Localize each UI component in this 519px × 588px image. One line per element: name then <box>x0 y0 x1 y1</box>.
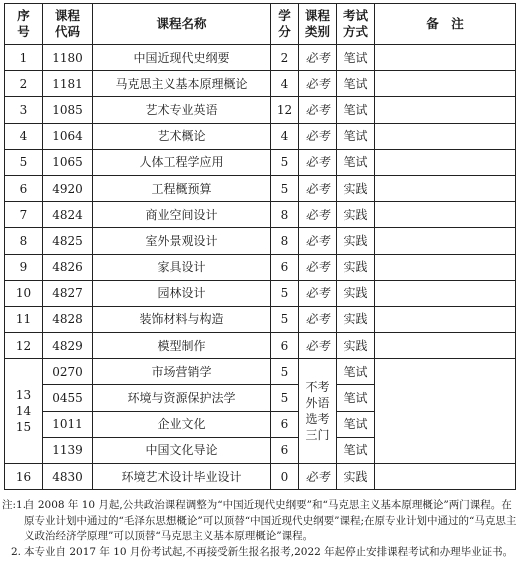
table-row <box>5 97 516 123</box>
cell-credit: 5 <box>271 359 299 385</box>
cell-remark <box>375 175 516 201</box>
cell-code: 1065 <box>43 149 93 175</box>
cell-credit: 2 <box>271 45 299 71</box>
cell-name: 环境与资源保护法学 <box>93 385 271 411</box>
table-row <box>5 175 516 201</box>
cell-type: 必考 <box>299 123 337 149</box>
table-row <box>5 306 516 332</box>
cell-code: 4920 <box>43 175 93 201</box>
cell-no: 16 <box>5 464 43 490</box>
cell-name: 艺术概论 <box>93 123 271 149</box>
cell-name: 室外景观设计 <box>93 228 271 254</box>
header-name: 课程名称 <box>93 4 271 45</box>
footnote-1-text: 自 2008 年 10 月起,公共政治课程调整为“中国近现代史纲要”和“马克思主义基本原理概论”两门课程。在原专业计划中通过的“毛泽东思想概论”可以顶替“中国近现代史纲要”课程;在原专业计划中通过的“马克思主义政治经济学原理”可以顶替“马克思主义基本原理概论”课程。 <box>24 499 517 542</box>
cell-exam: 实践 <box>337 464 375 490</box>
cell-no: 8 <box>5 228 43 254</box>
cell-code: 4830 <box>43 464 93 490</box>
cell-name: 艺术专业英语 <box>93 97 271 123</box>
table-row <box>5 333 516 359</box>
table-row <box>5 228 516 254</box>
cell-type: 必考 <box>299 306 337 332</box>
cell-exam: 笔试 <box>337 437 375 463</box>
cell-credit: 12 <box>271 97 299 123</box>
cell-exam: 实践 <box>337 254 375 280</box>
cell-exam: 实践 <box>337 280 375 306</box>
table-row <box>5 254 516 280</box>
cell-exam: 实践 <box>337 202 375 228</box>
cell-exam: 笔试 <box>337 359 375 385</box>
cell-code: 1064 <box>43 123 93 149</box>
cell-code: 4829 <box>43 333 93 359</box>
cell-no-merged: 13 14 15 <box>5 359 43 464</box>
cell-code: 1011 <box>43 411 93 437</box>
course-table <box>4 3 516 490</box>
cell-name: 装饰材料与构造 <box>93 306 271 332</box>
footnote-1 <box>2 498 517 545</box>
footnote-2-label: 2. <box>11 545 22 558</box>
cell-exam: 实践 <box>337 333 375 359</box>
cell-type: 必考 <box>299 45 337 71</box>
cell-type: 必考 <box>299 333 337 359</box>
cell-credit: 5 <box>271 175 299 201</box>
cell-remark <box>375 202 516 228</box>
cell-credit: 5 <box>271 149 299 175</box>
cell-name: 中国近现代史纲要 <box>93 45 271 71</box>
cell-credit: 6 <box>271 411 299 437</box>
cell-type: 必考 <box>299 97 337 123</box>
cell-type: 必考 <box>299 202 337 228</box>
cell-name: 园林设计 <box>93 280 271 306</box>
cell-remark <box>375 45 516 71</box>
cell-name: 商业空间设计 <box>93 202 271 228</box>
cell-no: 7 <box>5 202 43 228</box>
cell-no: 3 <box>5 97 43 123</box>
cell-remark <box>375 333 516 359</box>
cell-code: 4828 <box>43 306 93 332</box>
cell-no: 6 <box>5 175 43 201</box>
table-row-elective <box>5 359 516 385</box>
cell-name: 人体工程学应用 <box>93 149 271 175</box>
cell-remark <box>375 149 516 175</box>
footnote-2-text: 本专业自 2017 年 10 月份考试起,不再接受新生报名报考,2022 年起停止安排课程考试和办理毕业证书。 <box>24 545 514 558</box>
cell-exam: 实践 <box>337 306 375 332</box>
cell-code: 1180 <box>43 45 93 71</box>
cell-name: 模型制作 <box>93 333 271 359</box>
header-exam: 考试 方式 <box>337 4 375 45</box>
cell-remark <box>375 123 516 149</box>
cell-credit: 6 <box>271 437 299 463</box>
cell-exam: 笔试 <box>337 71 375 97</box>
cell-remark <box>375 228 516 254</box>
cell-credit: 5 <box>271 280 299 306</box>
cell-name: 环境艺术设计毕业设计 <box>93 464 271 490</box>
header-type: 课程 类别 <box>299 4 337 45</box>
cell-code: 0270 <box>43 359 93 385</box>
cell-exam: 实践 <box>337 175 375 201</box>
cell-type: 必考 <box>299 254 337 280</box>
cell-exam: 笔试 <box>337 123 375 149</box>
cell-code: 1085 <box>43 97 93 123</box>
cell-remark <box>375 464 516 490</box>
table-row <box>5 202 516 228</box>
cell-type: 必考 <box>299 464 337 490</box>
cell-name: 马克思主义基本原理概论 <box>93 71 271 97</box>
cell-name: 企业文化 <box>93 411 271 437</box>
cell-remark <box>375 280 516 306</box>
cell-credit: 5 <box>271 385 299 411</box>
cell-credit: 8 <box>271 228 299 254</box>
table-row <box>5 71 516 97</box>
course-table-wrapper <box>4 3 515 490</box>
cell-no: 2 <box>5 71 43 97</box>
table-row <box>5 45 516 71</box>
header-remark: 备 注 <box>375 4 516 45</box>
cell-remark <box>375 306 516 332</box>
cell-no: 4 <box>5 123 43 149</box>
cell-type: 必考 <box>299 280 337 306</box>
cell-type-merged: 不考 外语 选考 三门 <box>299 359 337 464</box>
cell-no: 11 <box>5 306 43 332</box>
cell-type: 必考 <box>299 149 337 175</box>
cell-remark <box>375 97 516 123</box>
cell-code: 4826 <box>43 254 93 280</box>
cell-name: 家具设计 <box>93 254 271 280</box>
cell-no: 1 <box>5 45 43 71</box>
cell-code: 4827 <box>43 280 93 306</box>
header-credit: 学 分 <box>271 4 299 45</box>
cell-type: 必考 <box>299 71 337 97</box>
cell-remark <box>375 71 516 97</box>
cell-credit: 6 <box>271 254 299 280</box>
cell-code: 4824 <box>43 202 93 228</box>
cell-remark <box>375 254 516 280</box>
cell-code: 1139 <box>43 437 93 463</box>
cell-exam: 笔试 <box>337 385 375 411</box>
cell-exam: 实践 <box>337 228 375 254</box>
cell-credit: 5 <box>271 306 299 332</box>
cell-code: 4825 <box>43 228 93 254</box>
cell-no: 5 <box>5 149 43 175</box>
cell-credit: 0 <box>271 464 299 490</box>
cell-type: 必考 <box>299 175 337 201</box>
cell-name: 工程概预算 <box>93 175 271 201</box>
cell-exam: 笔试 <box>337 411 375 437</box>
cell-exam: 笔试 <box>337 149 375 175</box>
header-code: 课程 代码 <box>43 4 93 45</box>
table-row <box>5 464 516 490</box>
table-row <box>5 280 516 306</box>
cell-name: 市场营销学 <box>93 359 271 385</box>
cell-credit: 6 <box>271 333 299 359</box>
footnote-2 <box>2 545 517 561</box>
footnote-1-label: 注:1. <box>2 499 27 511</box>
header-row <box>5 4 516 45</box>
cell-credit: 8 <box>271 202 299 228</box>
cell-exam: 笔试 <box>337 45 375 71</box>
table-row <box>5 149 516 175</box>
cell-type: 必考 <box>299 228 337 254</box>
cell-credit: 4 <box>271 71 299 97</box>
header-no: 序 号 <box>5 4 43 45</box>
cell-remark-merged <box>375 359 516 464</box>
cell-exam: 笔试 <box>337 97 375 123</box>
cell-no: 9 <box>5 254 43 280</box>
cell-code: 1181 <box>43 71 93 97</box>
cell-no: 10 <box>5 280 43 306</box>
cell-code: 0455 <box>43 385 93 411</box>
cell-name: 中国文化导论 <box>93 437 271 463</box>
cell-credit: 4 <box>271 123 299 149</box>
footnotes <box>2 498 517 560</box>
table-row <box>5 123 516 149</box>
cell-no: 12 <box>5 333 43 359</box>
